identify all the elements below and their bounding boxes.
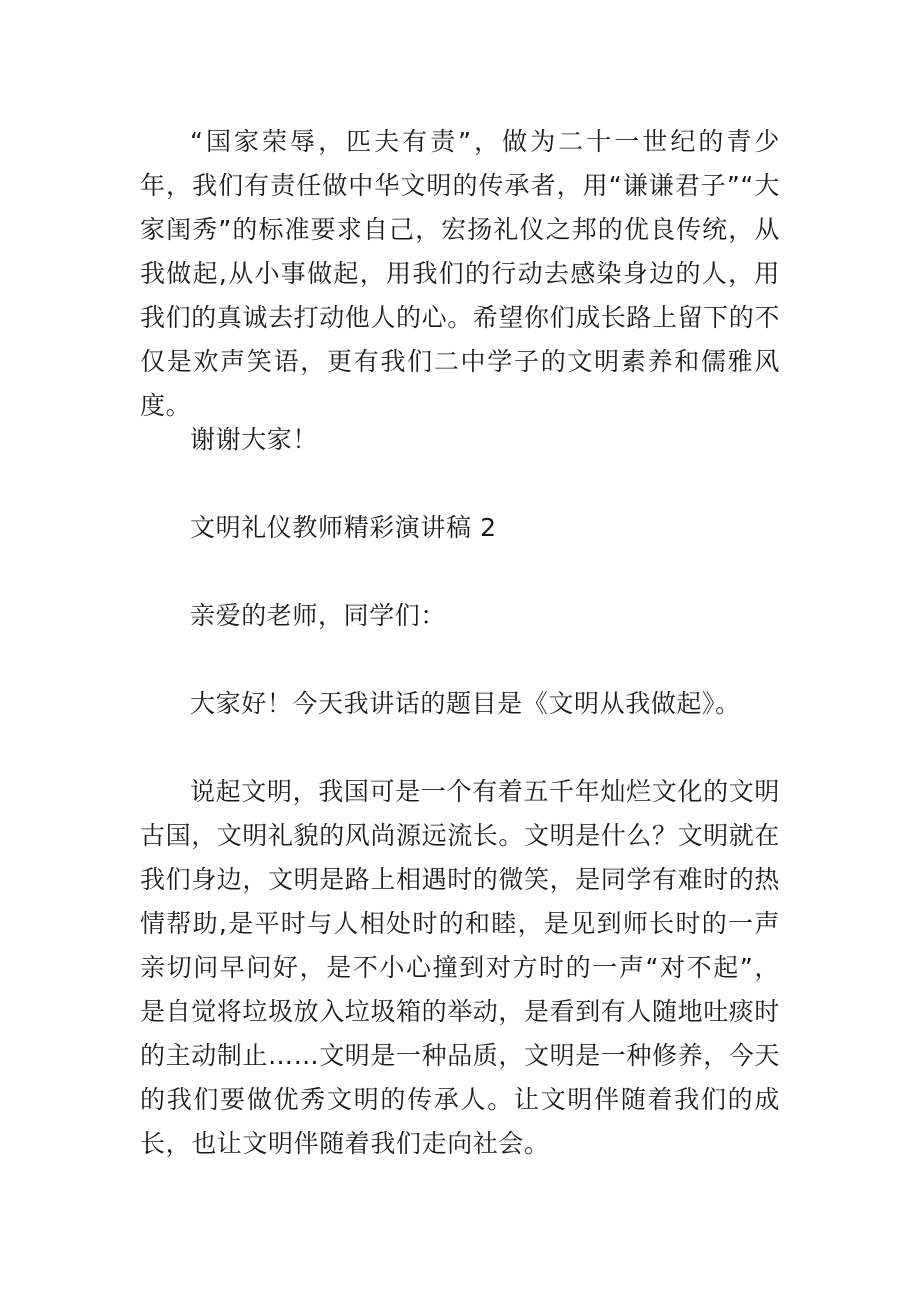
body-paragraph: 说起文明，我国可是一个有着五千年灿烂文化的文明古国，文明礼貌的风尚源远流长。文明是什么？文明就在我们身边，文明是路上相遇时的微笑，是同学有难时的热情帮助,是平时与人相处时的和睦，是见到师长时的一声亲切问早问好，是不小心撞到对方时的一声“对不起”，是自觉将垃圾放入垃圾箱的举动，是看到有人随地吐痰时的主动制止……文明是一种品质，文明是一种修养，今天的我们要做优秀文明的传承人。让文明伴随着我们的成长，也让文明伴随着我们走向社会。	[140, 777, 781, 1158]
speech-title: 文明礼仪教师精彩演讲稿 2	[190, 513, 497, 542]
closing-paragraph: “国家荣辱，匹夫有责”，做为二十一世纪的青少年，我们有责任做中华文明的传承者，用“谦谦君子”“大家闺秀”的标准要求自己，宏扬礼仪之邦的优良传统，从我做起,从小事做起，用我们的行动去感染身边的人，用我们的真诚去打动他人的心。希望你们成长路上留下的不仅是欢声笑语，更有我们二中学子的文明素养和儒雅风度。	[140, 127, 781, 420]
opening-line: 大家好！今天我讲话的题目是《文明从我做起》。	[190, 689, 741, 718]
thanks-line: 谢谢大家！	[190, 425, 319, 454]
greeting-line: 亲爱的老师，同学们：	[190, 601, 447, 630]
